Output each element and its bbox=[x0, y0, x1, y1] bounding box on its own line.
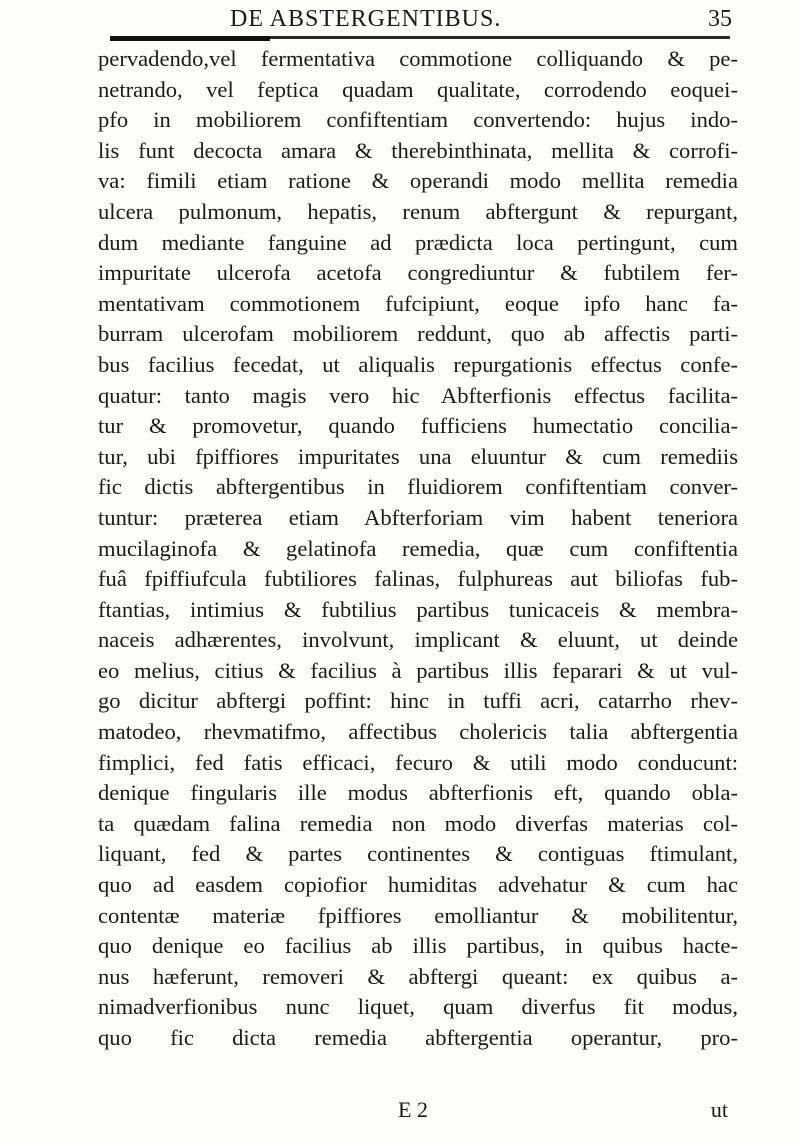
text-line: impuritate ulcerofa acetofa congrediuntur & fubtilem fer- bbox=[98, 260, 738, 286]
text-line: denique fingularis ille modus abfterfionis eft, quando obla- bbox=[98, 780, 738, 806]
header-rule-heavy bbox=[110, 36, 270, 41]
text-line: burram ulcerofam mobiliorem reddunt, quo ab affectis parti- bbox=[98, 321, 738, 347]
text-line: mentativam commotionem fufcipiunt, eoque ipfo hanc fa- bbox=[98, 290, 738, 316]
body-text bbox=[98, 44, 738, 1054]
text-line: ulcera pulmonum, hepatis, renum abftergunt & repurgant, bbox=[98, 198, 738, 224]
text-line: ftantias, intimius & fubtilius partibus tunicaceis & membra- bbox=[98, 596, 738, 622]
text-line: go dicitur abftergi poffint: hinc in tuffi acri, catarrho rhev- bbox=[98, 688, 738, 714]
text-line: nus hæferunt, removeri & abftergi queant: ex quibus a- bbox=[98, 963, 738, 989]
text-line: fic dictis abftergentibus in fluidiorem confiftentiam conver- bbox=[98, 474, 738, 500]
text-line: pervadendo,vel fermentativa commotione colliquando & pe- bbox=[98, 46, 738, 71]
text-line: quo ad easdem copiofior humiditas advehatur & cum hac bbox=[98, 872, 738, 898]
text-line: pfo in mobiliorem confiftentiam convertendo: hujus indo- bbox=[98, 107, 738, 133]
page-footer bbox=[98, 1095, 738, 1125]
text-line: va: fimili etiam ratione & operandi modo mellita remedia bbox=[98, 168, 738, 194]
text-line: tur & promovetur, quando fufficiens humectatio concilia- bbox=[98, 413, 738, 439]
text-line: fimplici, fed fatis efficaci, fecuro & utili modo conducunt: bbox=[98, 749, 738, 775]
text-line: dum mediante fanguine ad prædicta loca pertingunt, cum bbox=[98, 229, 738, 255]
catchword: ut bbox=[710, 1097, 728, 1122]
text-line: quo denique eo facilius ab illis partibus, in quibus hacte- bbox=[98, 933, 738, 959]
text-line: bus facilius fecedat, ut aliqualis repurgationis effectus confe- bbox=[98, 351, 738, 377]
text-line: netrando, vel feptica quadam qualitate, corrodendo eoquei- bbox=[98, 76, 738, 102]
running-head bbox=[110, 6, 750, 36]
text-line: mucilaginofa & gelatinofa remedia, quæ cum confiftentia bbox=[98, 535, 738, 561]
text-line: lis funt decocta amara & therebinthinata, mellita & corrofi- bbox=[98, 137, 738, 163]
text-line: liquant, fed & partes continentes & contiguas ftimulant, bbox=[98, 841, 738, 867]
text-line: tuntur: præterea etiam Abfterforiam vim habent teneriora bbox=[98, 504, 738, 530]
text-line: eo melius, citius & facilius à partibus illis feparari & ut vul- bbox=[98, 657, 738, 683]
text-line: fuâ fpiffiufcula fubtiliores falinas, fulphureas aut biliofas fub- bbox=[98, 566, 738, 592]
text-line: quatur: tanto magis vero hic Abfterfionis effectus facilita- bbox=[98, 382, 738, 408]
text-line: matodeo, rhevmatifmo, affectibus cholericis talia abftergentia bbox=[98, 719, 738, 745]
running-head-title: DE ABSTERGENTIBUS. bbox=[230, 6, 502, 32]
text-line: naceis adhærentes, involvunt, implicant & eluunt, ut deinde bbox=[98, 627, 738, 653]
text-line: nimadverfionibus nunc liquet, quam diverfus fit modus, bbox=[98, 994, 738, 1020]
text-line: contentæ materiæ fpiffiores emolliantur & mobilitentur, bbox=[98, 902, 738, 928]
text-line: quo fic dicta remedia abftergentia operantur, pro- bbox=[98, 1025, 738, 1050]
text-line: ta quædam falina remedia non modo diverfas materias col- bbox=[98, 810, 738, 836]
signature-mark: E 2 bbox=[398, 1097, 428, 1122]
page-number: 35 bbox=[708, 6, 732, 32]
text-line: tur, ubi fpiffiores impuritates una eluuntur & cum remediis bbox=[98, 443, 738, 469]
